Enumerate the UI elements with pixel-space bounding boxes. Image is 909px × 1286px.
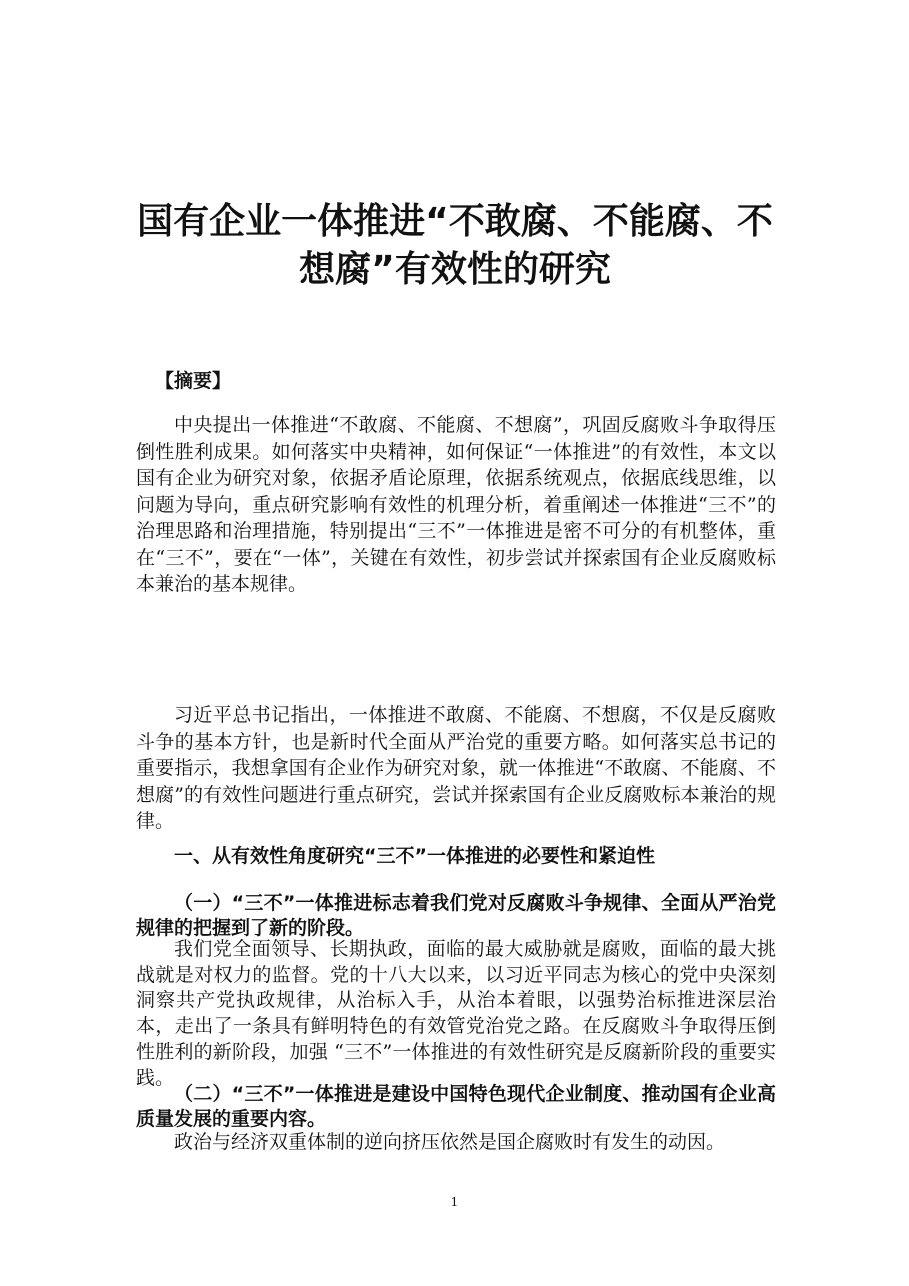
subsection-1-paragraph: 我们党全面领导、长期执政，面临的最大威胁就是腐败，面临的最大挑战就是对权力的监督。党的十八大以来，以习近平同志为核心的党中央深刻洞察共产党执政规律，从治标入手，从治本着眼，以强势治标推进深层治本，走出了一条具有鲜明特色的有效管党治党之路。在反腐败斗争取得压倒性胜利的新阶段，加强 “三不”一体推进的有效性研究是反腐新阶段的重要实践。 [136, 938, 776, 1089]
section-1-heading: 一、从有效性角度研究“三不”一体推进的必要性和紧迫性 [174, 845, 655, 867]
subsection-1-heading: （一）“三不”一体推进标志着我们党对反腐败斗争规律、全面从严治党规律的把握到了新的阶段。 [136, 892, 776, 939]
document-title: 国有企业一体推进“不敢腐、不能腐、不想腐”有效性的研究 [137, 201, 773, 290]
intro-paragraph: 习近平总书记指出，一体推进不敢腐、不能腐、不想腐，不仅是反腐败斗争的基本方针，也是新时代全面从严治党的重要方略。如何落实总书记的重要指示，我想拿国有企业作为研究对象，就一体推进“不敢腐、不能腐、不想腐”的有效性问题进行重点研究，尝试并探索国有企业反腐败标本兼治的规律。 [136, 704, 776, 832]
subsection-2-paragraph: 政治与经济双重体制的逆向挤压依然是国企腐败时有发生的动因。 [174, 1131, 726, 1153]
abstract-heading: 【摘要】 [155, 370, 232, 392]
subsection-2-heading: （二）“三不”一体推进是建设中国特色现代企业制度、推动国有企业高质量发展的重要内容。 [136, 1083, 776, 1130]
page-number: 1 [450, 1195, 459, 1209]
abstract-paragraph: 中央提出一体推进“不敢腐、不能腐、不想腐”，巩固反腐败斗争取得压倒性胜利成果。如何落实中央精神，如何保证“一体推进”的有效性，本文以国有企业为研究对象，依据矛盾论原理，依据系统观点，依据底线思维，以问题为导向，重点研究影响有效性的机理分析，着重阐述一体推进“三不”的治理思路和治理措施，特别提出“三不”一体推进是密不可分的有机整体，重在“三不”，要在“一体”，关键在有效性，初步尝试并探索国有企业反腐败标本兼治的基本规律。 [136, 414, 776, 595]
